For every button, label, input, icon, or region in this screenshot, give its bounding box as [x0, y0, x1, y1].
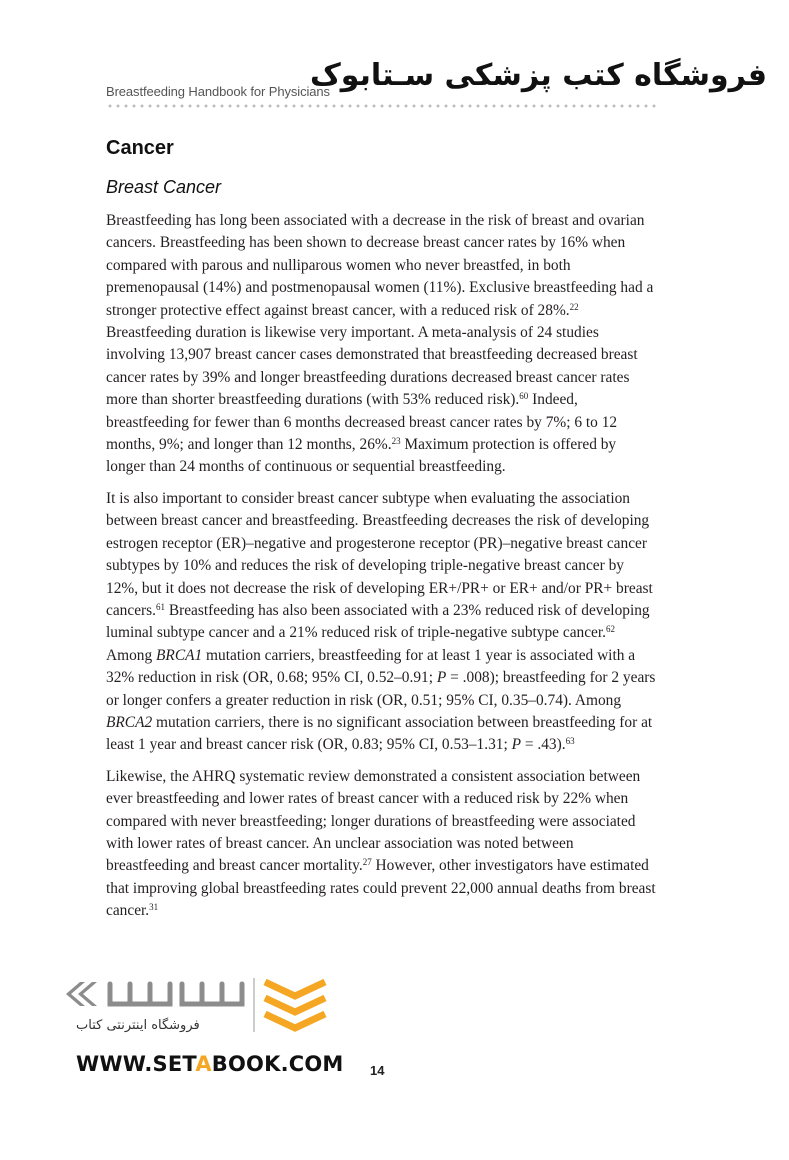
citation-reference: 22	[569, 301, 579, 312]
body-text	[106, 210, 656, 932]
subsection-heading: Breast Cancer	[106, 177, 222, 197]
book-stack-icon	[265, 982, 325, 1028]
italic-term: BRCA1	[156, 646, 203, 664]
text-run: Breastfeeding has long been associated with a decrease in the risk of breast and ovarian cancers. Breastfeeding has been shown to decrease breast cancer rates by 16% when compared with parous and nulliparous women who never breastfed, in both premenopausal (14%) and postmenopausal women (11%). Exclusive breastfeeding had a stronger protective effect against breast cancer, with a reduced risk of 28%.	[106, 212, 654, 319]
text-run: Among	[106, 646, 157, 664]
citation-reference: 61	[155, 601, 165, 612]
logo-wordmark	[110, 984, 242, 1004]
body-paragraph	[106, 766, 656, 923]
text-run: mutation carriers, breastfeeding for at least 1 year is associated with a 32% reduction in risk (OR, 0.68; 95% CI, 0.52–0.91;	[106, 646, 636, 687]
section-heading: Cancer	[106, 137, 174, 159]
italic-term: P	[436, 669, 447, 687]
text-run: = .43).	[521, 736, 566, 754]
body-paragraph	[106, 488, 656, 757]
citation-reference: 31	[149, 902, 159, 913]
text-run: Maximum protection is offered by longer than 24 months of continuous or sequential breastfeeding.	[106, 436, 617, 476]
citation-reference: 23	[391, 436, 401, 447]
text-run: However, other investigators have estimated that improving global breastfeeding rates could prevent 22,000 annual deaths from breast cancer.	[106, 857, 656, 920]
body-paragraph	[106, 210, 656, 479]
citation-reference: 63	[565, 736, 575, 747]
website-url-part: BOOK.COM	[211, 1052, 344, 1076]
citation-reference: 27	[362, 857, 372, 868]
logo-persian-text: فروشگاه اینترنتی کتاب	[76, 1018, 200, 1033]
running-head: Breastfeeding Handbook for Physicians	[106, 84, 330, 99]
website-url	[76, 1052, 344, 1076]
text-run: = .008); breastfeeding for 2 years or longer confers a greater reduction in risk (OR, 0.51; 95% CI, 0.35–0.74). Among	[106, 669, 656, 709]
website-url-accent: A	[195, 1052, 212, 1076]
text-run: mutation carriers, there is no significant association between breastfeeding for at least 1 year and breast cancer risk (OR, 0.83; 95% CI, 0.53–1.31;	[106, 713, 653, 754]
store-logo	[62, 972, 337, 1044]
citation-reference: 62	[606, 624, 615, 635]
text-run: It is also important to consider breast cancer subtype when evaluating the association between breast cancer and breastfeeding. Breastfeeding decreases the risk of developing estrogen receptor (ER)–negative and progesterone receptor (PR)–negative breast cancer subtypes by 10% and reduces the risk of developing triple-negative breast cancer by 12%, but it does not decrease the risk of developing ER+/PR+ or ER+ and/or PR+ breast cancers.	[106, 489, 653, 619]
italic-term: P	[511, 736, 522, 754]
citation-reference: 60	[519, 391, 529, 402]
page-number: 14	[370, 1063, 385, 1078]
website-url-part: WWW.SET	[76, 1052, 196, 1076]
chevron-left-icon	[66, 982, 97, 1006]
italic-term: BRCA2	[106, 713, 153, 731]
store-watermark-title: فروشگاه کتب پزشکی سـتابوک	[310, 58, 767, 93]
text-run: Breastfeeding has also been associated with a 23% reduced risk of developing luminal subtype cancer and a 21% reduced risk of triple-negative subtype cancer.	[106, 601, 650, 642]
text-run: Likewise, the AHRQ systematic review demonstrated a consistent association between ever breastfeeding and lower rates of breast cancer with a reduced risk by 22% when compared with never breastfeeding; longer durations of breastfeeding were associated with lower rates of breast cancer. An unclear association was noted between breastfeeding and breast cancer mortality.	[106, 767, 641, 875]
dotted-rule	[106, 104, 658, 108]
text-run: Indeed, breastfeeding for fewer than 6 months decreased breast cancer rates by 7%; 6 to 12 months, 9%; and longer than 12 months, 26%.	[106, 391, 618, 454]
text-run: Breastfeeding duration is likewise very important. A meta-analysis of 24 studies involving 13,907 breast cancer cases demonstrated that breastfeeding decreased breast cancer rates by 39% and longer breastfeeding durations decreased breast cancer rates more than shorter breastfeeding durations (with 53% reduced risk).	[106, 324, 638, 409]
